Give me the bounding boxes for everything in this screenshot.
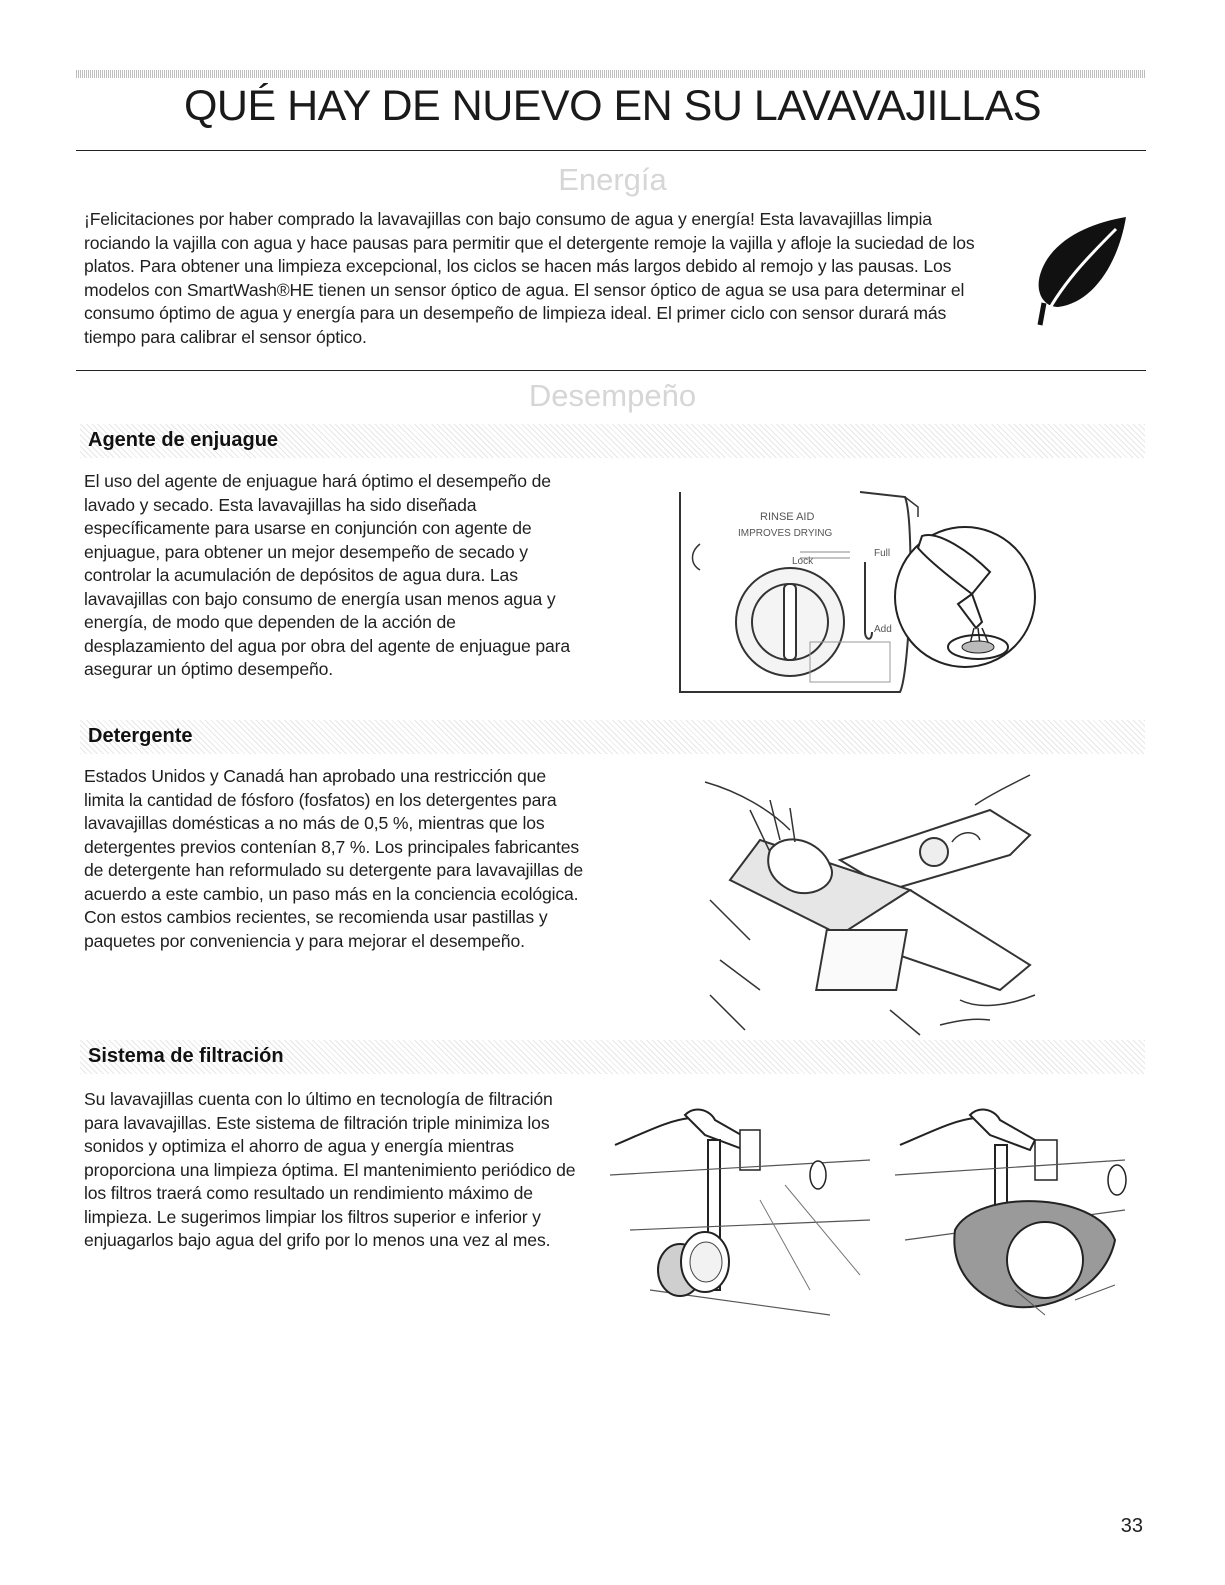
energy-paragraph: ¡Felicitaciones por haber comprado la lavavajillas con bajo consumo de agua y energía! Esta lavavajillas limpia rociando la vajilla con agua y hace pausas para permitir que el detergente remoje la vajilla y afloje la suciedad de los platos. Para obtener una limpieza excepcional, los ciclos se hacen más largos debido al remojo y las pausas. Los modelos con SmartWash®HE tienen un sensor óptico de agua. El sensor óptico de agua se usa para determinar el consumo óptimo de agua y energía para un desempeño de limpieza ideal. El primer ciclo con sensor durará más tiempo para calibrar el sensor óptico. xyxy=(84,209,975,347)
detergent-paragraph: Estados Unidos y Canadá han aprobado una restricción que limita la cantidad de fósforo (fosfatos) en los detergentes para lavavajillas domésticas a no más de 0,5 %, mientras que los detergentes previos contenían 8,7 %. Los principales fabricantes de detergente han reformulado su detergente para lavavajillas de acuerdo a este cambio, un paso más en la conciencia ecológica. Con estos cambios recientes, se recomienda usar pastillas y paquetes por conveniencia y para mejorar el desempeño. xyxy=(84,766,584,951)
page-number: 33 xyxy=(1120,1515,1143,1537)
detergent-heading-bar xyxy=(80,720,1145,754)
title-rule xyxy=(76,150,1146,151)
rinse-aid-paragraph: El uso del agente de enjuague hará óptimo el desempeño de lavado y secado. Esta lavavajillas ha sido diseñada específicamente para usarse en conjunción con agente de enjuague, para obtener un mejor desempeño de secado y controlar la acumulación de depósitos de agua dura. Las lavavajillas con bajo consumo de energía usan menos agua y energía, de modo que dependen de la acción de desplazamiento del agua por obra del agente de enjuague para asegurar un óptimo desempeño. xyxy=(84,471,570,679)
leaf-icon xyxy=(1030,215,1130,327)
detergent-heading: Detergente xyxy=(88,725,193,747)
rinse-aid-heading-bar xyxy=(80,424,1145,458)
page-title: QUÉ HAY DE NUEVO EN SU LAVAVAJILLAS xyxy=(183,82,1042,130)
lower-filter-illustration xyxy=(895,1090,1135,1320)
rinse-aid-heading: Agente de enjuague xyxy=(88,429,279,451)
dispenser-lock-label: Lock xyxy=(792,556,814,567)
dispenser-full-label: Full xyxy=(874,548,891,559)
detergent-dispenser-illustration xyxy=(690,770,1050,1040)
filter-heading-bar xyxy=(80,1040,1145,1074)
top-decorative-band xyxy=(76,70,1146,78)
energy-rule xyxy=(76,370,1146,371)
dispenser-label-top: RINSE AID xyxy=(760,511,815,523)
dispenser-label-sub: IMPROVES DRYING xyxy=(738,528,833,539)
filter-heading: Sistema de filtración xyxy=(88,1045,284,1067)
filter-paragraph: Su lavavajillas cuenta con lo último en tecnología de filtración para lavavajillas. Este sistema de filtración triple minimiza los sonidos y optimiza el ahorro de agua y energía mientras proporciona una limpieza óptima. El mantenimiento periódico de los filtros traerá como resultado un rendimiento máximo de limpieza. Le sugerimos limpiar los filtros superior e inferior y enjuagarlos bajo agua del grifo por lo menos una vez al mes. xyxy=(84,1089,576,1250)
energy-heading: Energía xyxy=(558,162,667,197)
dispenser-add-label: Add xyxy=(874,624,892,635)
performance-heading: Desempeño xyxy=(528,378,697,413)
upper-filter-illustration xyxy=(610,1090,880,1320)
rinse-aid-dispenser-illustration xyxy=(660,482,1040,712)
